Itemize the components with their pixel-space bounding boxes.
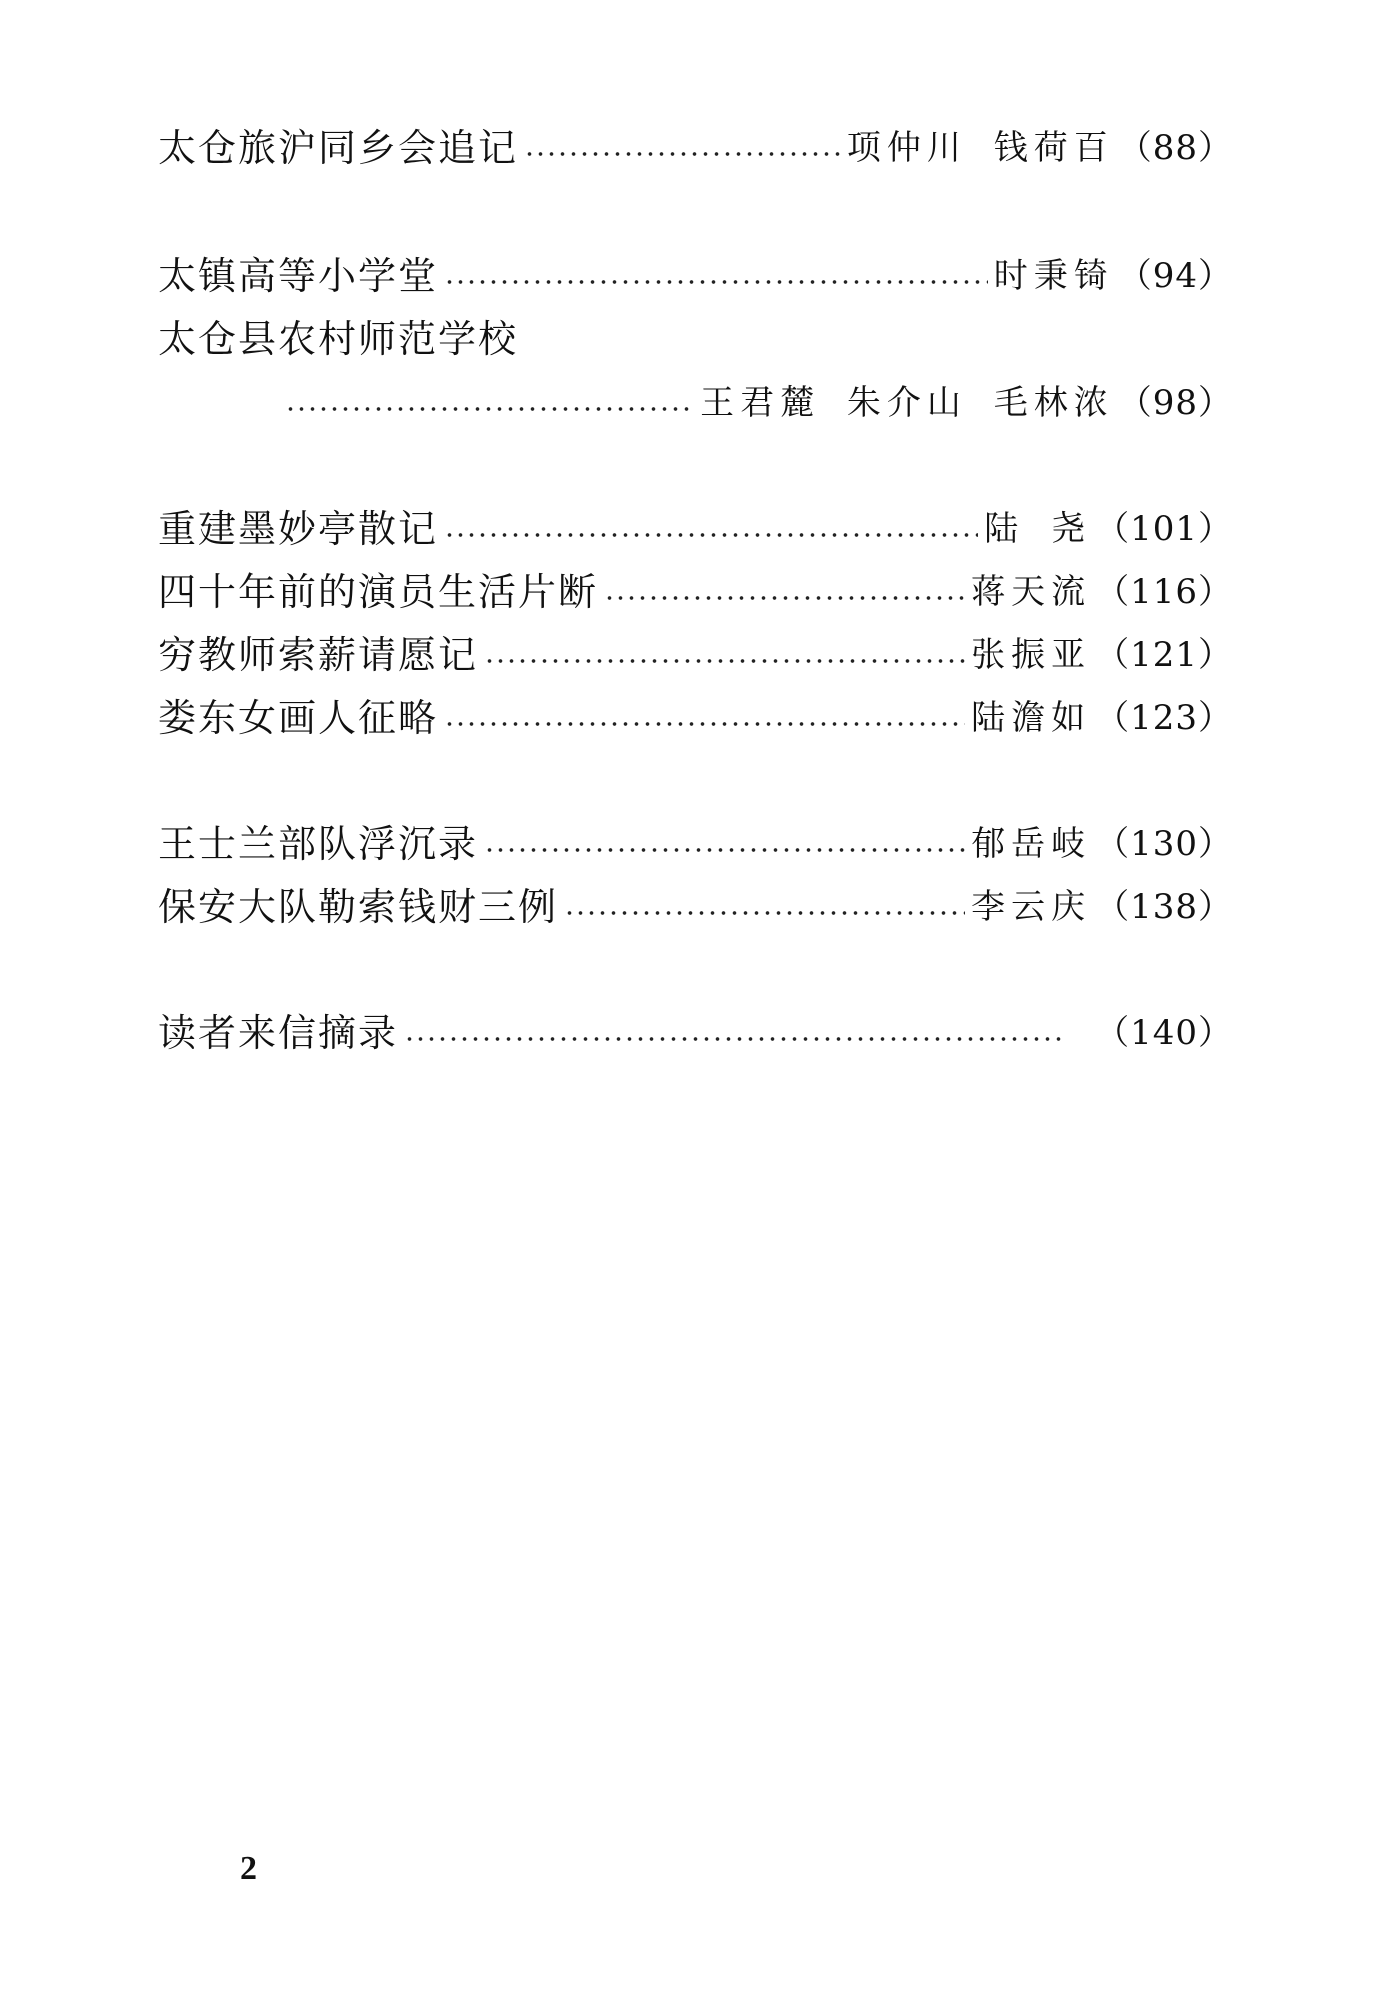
dot-leader bbox=[604, 592, 965, 604]
dot-leader bbox=[444, 276, 988, 288]
toc-entry-title: 太仓县农村师范学校 bbox=[158, 317, 519, 361]
toc-entry-author: 郁岳岐 bbox=[971, 824, 1092, 864]
toc-entry-title: 穷教师索薪请愿记 bbox=[158, 633, 479, 677]
toc-entry-page: （140） bbox=[1095, 1013, 1233, 1053]
toc-entry-title: 重建墨妙亭散记 bbox=[158, 507, 439, 551]
toc-entry-page: （88） bbox=[1117, 128, 1233, 168]
toc-entry-author: 李云庆 bbox=[971, 887, 1092, 927]
dot-leader bbox=[444, 718, 965, 730]
toc-entry-author: 陆 尧 bbox=[984, 509, 1092, 549]
toc-entry-title: 王士兰部队浮沉录 bbox=[158, 822, 479, 866]
dot-leader bbox=[484, 844, 965, 856]
toc-entry-title: 娄东女画人征略 bbox=[158, 696, 439, 740]
toc-entry-author: 王君麓 朱介山 毛林浓 bbox=[700, 383, 1114, 423]
toc-entry bbox=[158, 881, 1233, 933]
toc-entry bbox=[158, 566, 1233, 618]
toc-entry-page: （98） bbox=[1117, 383, 1233, 423]
toc-entry bbox=[158, 1007, 1233, 1059]
toc-entry-author: 时秉锜 bbox=[993, 256, 1114, 296]
toc-entry-title: 保安大队勒索钱财三例 bbox=[158, 885, 559, 929]
page-number: 2 bbox=[240, 1850, 257, 1887]
dot-leader bbox=[444, 529, 978, 541]
toc-entry-title: 读者来信摘录 bbox=[158, 1011, 399, 1055]
toc-entry bbox=[158, 503, 1233, 555]
dot-leader bbox=[564, 907, 965, 919]
toc-entry-author: 张振亚 bbox=[971, 635, 1092, 675]
toc-entry bbox=[158, 692, 1233, 744]
toc-entry-page: （116） bbox=[1095, 572, 1233, 612]
toc-entry-author: 蒋天流 bbox=[971, 572, 1092, 612]
toc-entry-title: 四十年前的演员生活片断 bbox=[158, 570, 599, 614]
toc-entry-author: 项仲川 钱荷百 bbox=[846, 128, 1114, 168]
toc-entry-page: （123） bbox=[1095, 698, 1233, 738]
toc-entry-page: （94） bbox=[1117, 256, 1233, 296]
dot-leader bbox=[404, 1033, 1063, 1045]
dot-leader bbox=[285, 403, 694, 415]
toc-entry-page: （101） bbox=[1095, 509, 1233, 549]
toc-entry-page: （121） bbox=[1095, 635, 1233, 675]
toc-entry bbox=[158, 250, 1233, 302]
toc-entry bbox=[158, 122, 1233, 174]
toc-entry-author: 陆澹如 bbox=[971, 698, 1092, 738]
toc-entry-page: （130） bbox=[1095, 824, 1233, 864]
dot-leader bbox=[484, 655, 965, 667]
toc-entry bbox=[158, 629, 1233, 681]
toc-entry bbox=[285, 377, 1233, 429]
toc-entry-title: 太仓旅沪同乡会追记 bbox=[158, 126, 519, 170]
toc-entry-title: 太镇高等小学堂 bbox=[158, 254, 439, 298]
toc-entry bbox=[158, 818, 1233, 870]
dot-leader bbox=[524, 148, 841, 160]
toc-entry-page: （138） bbox=[1095, 887, 1233, 927]
